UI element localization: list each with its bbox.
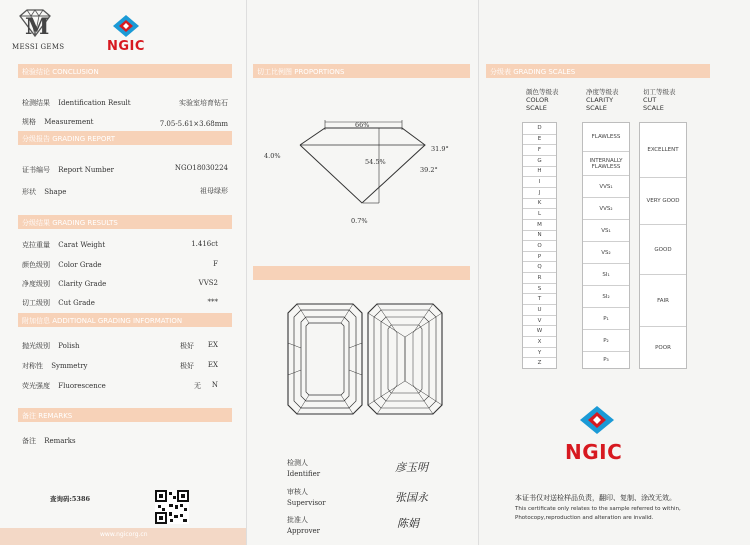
clarity-grade-cell: SI₁ — [583, 263, 629, 285]
pavilion-angle: 39.2° — [420, 166, 438, 174]
depth-pct: 54.5% — [365, 158, 386, 166]
section-conclusion: 检验结论 CONCLUSION — [18, 64, 232, 78]
row-clarity — [22, 279, 232, 289]
color-grade-cell: S — [523, 283, 556, 294]
sig-supervisor-signature: 张国永 — [395, 491, 428, 504]
qr-code-icon — [155, 490, 189, 524]
section-additional: 附加信息 ADDITIONAL GRADING INFORMATION — [18, 313, 232, 327]
clarity-grade-cell: VS₂ — [583, 241, 629, 263]
cut-scale-table — [639, 122, 687, 369]
row-value: VVS2 — [198, 279, 218, 287]
row-label-en: Clarity Grade — [58, 280, 107, 288]
row-carat — [22, 240, 232, 250]
clarity-scale-table — [582, 122, 630, 369]
clarity-grade-cell: VVS₂ — [583, 197, 629, 219]
color-grade-cell: K — [523, 198, 556, 209]
clarity-grade-cell: SI₂ — [583, 285, 629, 307]
color-grade-cell: R — [523, 272, 556, 283]
plot-band — [253, 266, 470, 280]
emerald-cut-pavilion-plot — [367, 303, 443, 415]
row-label-cn: 对称性 — [22, 362, 43, 370]
color-grade-cell: O — [523, 240, 556, 251]
culet-pct: 0.7% — [351, 217, 368, 225]
sig-approver-signature: 陈娟 — [397, 517, 419, 530]
notice-cn: 本证书仅对送检样品负责，翻印、复制、涂改无效。 — [515, 494, 676, 502]
row-value: NGO18030224 — [174, 164, 228, 172]
color-grade-cell: Q — [523, 261, 556, 272]
sig-supervisor-en: Supervisor — [287, 499, 326, 507]
color-grade-cell: F — [523, 144, 556, 155]
row-label-en: Remarks — [44, 437, 76, 445]
row-color — [22, 260, 232, 270]
middle-panel — [246, 0, 479, 545]
cut-grade-cell: POOR — [640, 326, 686, 368]
row-label-cn: 规格 — [22, 118, 36, 126]
row-label-en: Report Number — [58, 166, 114, 174]
left-panel — [0, 0, 246, 545]
clarity-grade-cell: VS₁ — [583, 219, 629, 241]
website: www.ngicorg.cn — [100, 531, 148, 538]
row-label-cn: 切工级别 — [22, 299, 50, 307]
row-value-2: N — [211, 381, 218, 389]
color-grade-cell: Z — [523, 357, 556, 368]
cut-grade-cell: EXCELLENT — [647, 147, 679, 153]
crown-pct: 4.0% — [264, 152, 281, 160]
sig-supervisor-cn: 审核人 — [287, 488, 308, 496]
row-label-cn: 检测结果 — [22, 99, 50, 107]
row-label-cn: 克拉重量 — [22, 241, 50, 249]
query-code: 查询码:5386 — [50, 495, 90, 503]
row-value-2: EX — [207, 341, 218, 349]
clarity-grade-cell: P₃ — [583, 351, 629, 368]
row-value: 极好 — [180, 362, 194, 370]
clarity-grade-cell: VVS₁ — [583, 175, 629, 197]
ngic-large-name: NGIC — [565, 440, 623, 464]
row-label-cn: 净度级别 — [22, 280, 50, 288]
color-grade-cell: U — [523, 304, 556, 315]
color-grade-cell: J — [523, 187, 556, 198]
row-label-en: Shape — [44, 188, 67, 196]
color-grade-cell: I — [523, 176, 556, 187]
row-label-cn: 颜色级别 — [22, 261, 50, 269]
row-label-en: Cut Grade — [58, 299, 95, 307]
color-grade-cell: L — [523, 208, 556, 219]
row-label-en: Color Grade — [58, 261, 102, 269]
color-grade-cell: M — [523, 219, 556, 230]
sig-approver-en: Approver — [287, 527, 321, 535]
row-value: 极好 — [180, 342, 194, 350]
sig-identifier-cn: 检测人 — [287, 459, 308, 467]
row-value: 实验室培育钻石 — [179, 99, 228, 107]
color-grade-cell: V — [523, 315, 556, 326]
row-value: 1.416ct — [191, 240, 218, 248]
row-label-en: Measurement — [44, 118, 94, 126]
row-shape — [22, 187, 232, 197]
row-identification — [22, 98, 232, 108]
color-scale-header: 颜色等级表 COLOR SCALE — [526, 88, 559, 112]
sig-identifier-signature: 彦玉明 — [395, 461, 428, 474]
row-label-cn: 抛光级别 — [22, 342, 50, 350]
row-value: 7.05-5.61×3.68mm — [159, 120, 228, 128]
notice-en-1: This certificate only relates to the sample referred to within, — [515, 506, 681, 512]
row-remarks — [22, 436, 232, 446]
section-proportions: 切工比例图 PROPORTIONS — [253, 64, 470, 78]
section-grading-results: 分级结果 GRADING RESULTS — [18, 215, 232, 229]
emerald-cut-crown-plot — [287, 303, 363, 415]
row-label-en: Fluorescence — [58, 382, 106, 390]
row-value: 祖母绿形 — [200, 187, 228, 195]
ngic-mark-icon — [111, 14, 141, 38]
color-grade-cell: Y — [523, 347, 556, 358]
cut-grade-cell: VERY GOOD — [640, 177, 686, 224]
clarity-grade-cell: INTERNALLY FLAWLESS — [583, 151, 629, 175]
row-report-number — [22, 165, 232, 175]
ngic-large-mark-icon — [578, 405, 616, 435]
row-value: 无 — [194, 382, 201, 390]
clarity-scale-header: 净度等级表 CLARITY SCALE — [586, 88, 619, 112]
row-label-cn: 证书编号 — [22, 166, 50, 174]
cut-grade-cell: FAIR — [640, 274, 686, 326]
svg-text:M: M — [25, 14, 50, 40]
row-label-en: Symmetry — [51, 362, 88, 370]
table-pct: 66% — [355, 121, 370, 129]
color-grade-cell: W — [523, 325, 556, 336]
row-measurement — [22, 117, 232, 127]
color-grade-cell: N — [523, 230, 556, 241]
row-value-2: EX — [207, 361, 218, 369]
color-grade-cell: G — [523, 155, 556, 166]
row-label-en: Carat Weight — [58, 241, 106, 249]
row-cut — [22, 298, 232, 308]
color-grade-cell: E — [523, 134, 556, 145]
row-label-cn: 形状 — [22, 188, 36, 196]
color-grade-cell: H — [523, 166, 556, 177]
color-grade-cell: X — [523, 336, 556, 347]
row-label-en: Polish — [58, 342, 80, 350]
row-fluorescence — [22, 381, 232, 391]
color-scale-table — [522, 122, 557, 369]
clarity-grade-cell: P₂ — [583, 329, 629, 351]
row-value: *** — [207, 298, 218, 306]
row-value: F — [213, 260, 218, 268]
cut-scale-header: 切工等级表 CUT SCALE — [643, 88, 676, 112]
section-grading-report: 分级报告 GRADING REPORT — [18, 131, 232, 145]
section-grading-scales: 分级表 GRADING SCALES — [486, 64, 710, 78]
clarity-grade-cell: P₁ — [583, 307, 629, 329]
sig-identifier-en: Identifier — [287, 470, 321, 478]
row-label-cn: 荧光强度 — [22, 382, 50, 390]
cut-grade-cell: GOOD — [640, 224, 686, 274]
row-symmetry — [22, 361, 232, 371]
ngic-name: NGIC — [107, 39, 145, 54]
sig-approver-cn: 批准人 — [287, 516, 308, 524]
messi-gems-name: MESSI GEMS — [12, 43, 65, 51]
row-polish — [22, 341, 232, 351]
color-grade-cell: D — [537, 125, 542, 132]
right-panel — [479, 0, 750, 545]
diamond-icon — [16, 8, 54, 40]
notice-en-2: Photocopy,reproduction and alteration are invalid. — [515, 515, 654, 521]
crown-angle: 31.9° — [431, 145, 449, 153]
clarity-grade-cell: FLAWLESS — [591, 134, 621, 140]
row-label-en: Identification Result — [58, 99, 131, 107]
row-label-cn: 备注 — [22, 437, 36, 445]
color-grade-cell: P — [523, 251, 556, 262]
section-remarks: 备注 REMARKS — [18, 408, 232, 422]
color-grade-cell: T — [523, 293, 556, 304]
